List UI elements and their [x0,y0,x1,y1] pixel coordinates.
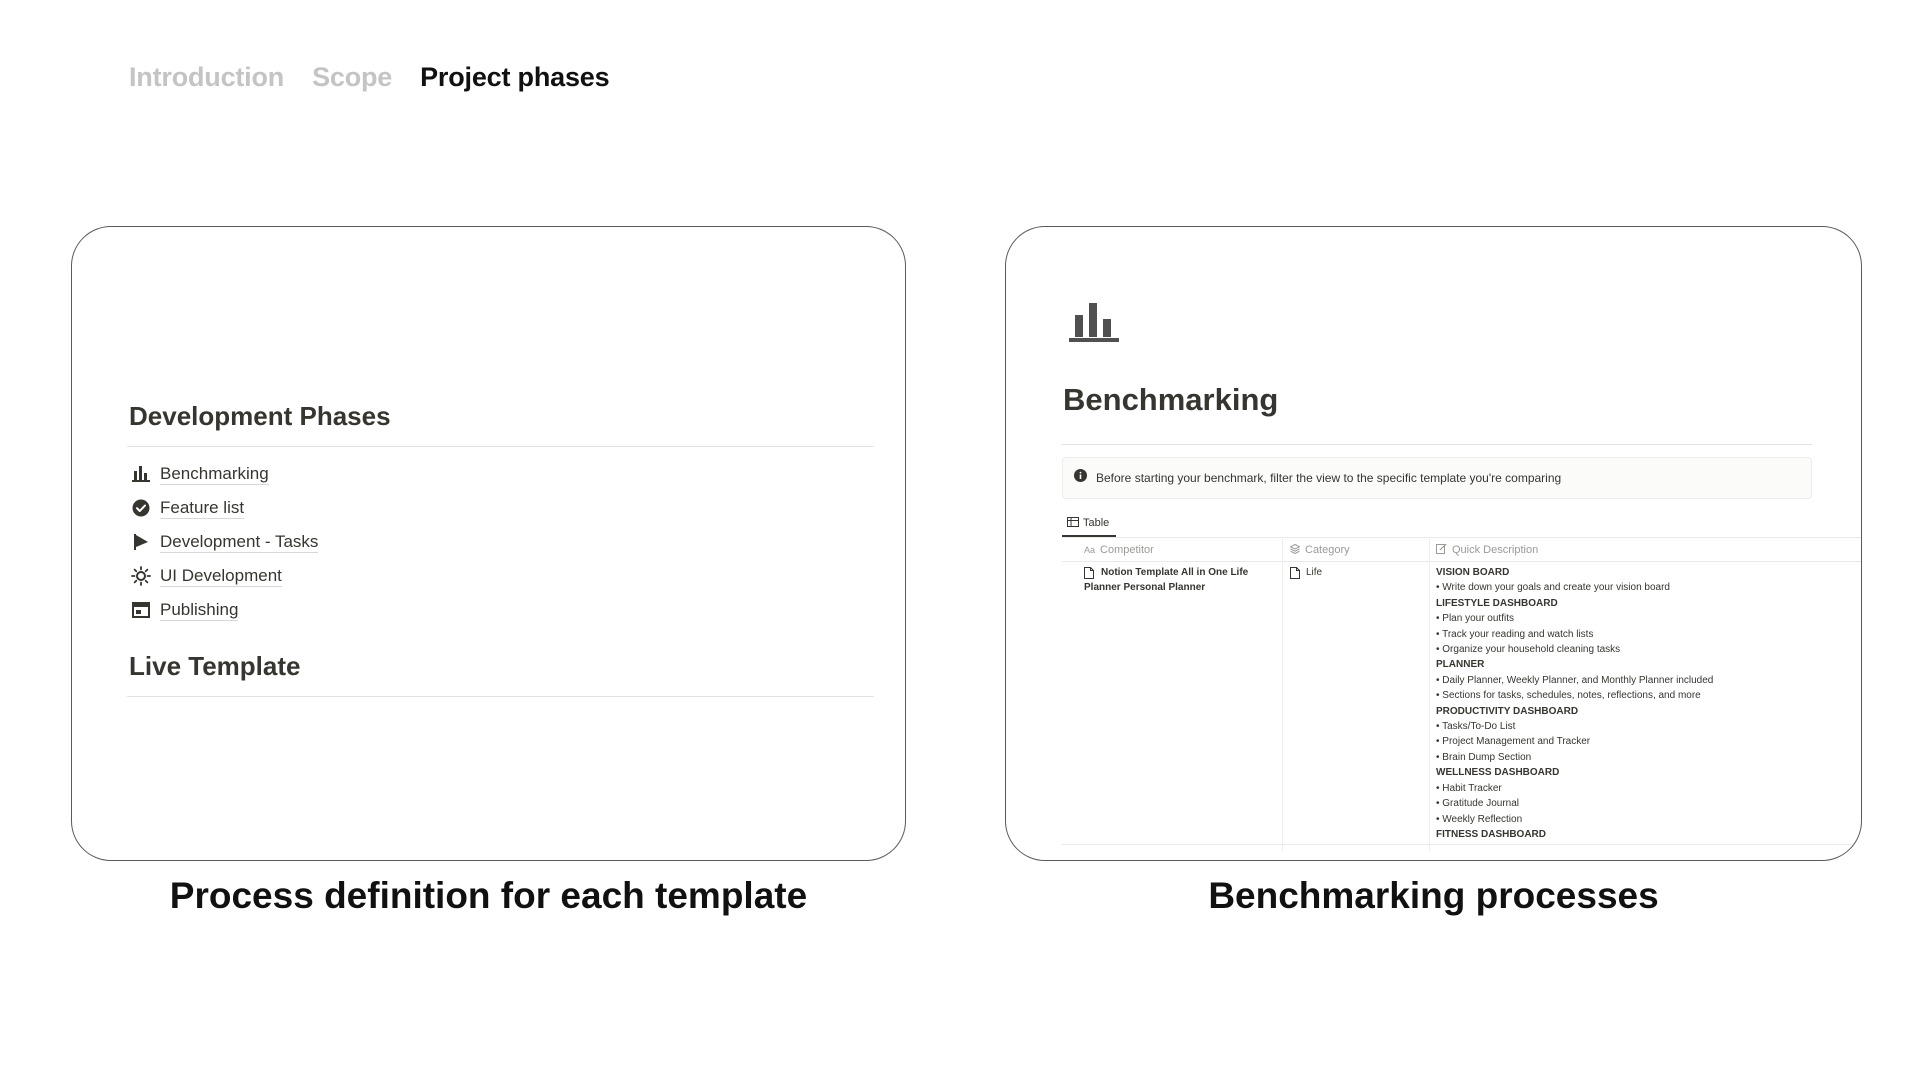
bar-chart-icon [1068,301,1120,348]
nav-introduction[interactable]: Introduction [129,62,285,92]
competitor-name-line2: Planner Personal Planner [1084,582,1206,594]
browser-window-icon [131,600,151,620]
description-section-heading: WELLNESS DASHBOARD [1436,767,1560,779]
description-section-heading: PLANNER [1436,659,1485,671]
page-icon [1290,565,1300,584]
description-bullet: • Organize your household cleaning tasks [1436,644,1621,656]
column-label: Competitor [1100,544,1154,556]
phase-publishing[interactable] [131,593,318,627]
table-icon [1067,517,1079,530]
nav-scope[interactable]: Scope [312,62,393,92]
table-bottom-divider [1062,844,1862,845]
heading-divider [127,696,874,697]
column-separator [1429,539,1430,851]
development-phases-screenshot [71,226,906,861]
description-section-heading: LIFESTYLE DASHBOARD [1436,597,1558,609]
column-separator [1282,539,1283,851]
title-divider [1062,444,1812,445]
description-bullet: • Track your reading and watch lists [1436,628,1594,640]
development-phases-heading: Development Phases [129,401,391,431]
category-cell[interactable] [1290,565,1322,584]
edit-property-icon [1436,543,1447,557]
description-bullet: • Sections for tasks, schedules, notes, reflections, and more [1436,690,1701,702]
description-bullet: • Plan your outfits [1436,613,1514,625]
caption-process-definition: Process definition for each template [169,875,808,916]
description-bullet: • Tasks/To-Do List [1436,721,1516,733]
competitor-cell[interactable] [1084,565,1264,596]
category-label: Life [1306,567,1323,578]
phase-label: Development - Tasks [160,531,319,551]
description-bullet: • Gratitude Journal [1436,798,1519,810]
phase-list [131,457,318,627]
column-label: Category [1305,544,1350,556]
description-bullet: • Daily Planner, Weekly Planner, and Monthly Planner included [1436,674,1714,686]
tab-label: Table [1083,517,1110,529]
table-divider [1062,537,1862,538]
caption-benchmarking-processes: Benchmarking processes [1208,875,1659,916]
info-icon [1074,469,1087,487]
sun-icon [131,566,151,586]
column-header-quick-description[interactable] [1436,539,1538,561]
description-bullet: • Weekly Reflection [1436,813,1523,825]
phase-benchmarking[interactable] [131,457,318,491]
column-label: Quick Description [1452,544,1539,556]
description-section-heading: VISION BOARD [1436,567,1510,578]
description-section-heading: FITNESS DASHBOARD [1436,828,1547,840]
phase-label: Feature list [160,497,245,517]
phase-development-tasks[interactable] [131,525,318,559]
description-bullet: • Project Management and Tracker [1436,736,1591,748]
nav-project-phases[interactable]: Project phases [420,62,610,92]
description-section-heading: PRODUCTIVITY DASHBOARD [1436,705,1579,717]
select-property-icon [1290,544,1300,557]
column-header-competitor[interactable] [1084,539,1154,561]
benchmarking-screenshot [1005,226,1862,861]
description-bullet: • Brain Dump Section [1436,751,1532,763]
column-header-category[interactable] [1290,539,1350,561]
description-bullet: • Habit Tracker [1436,782,1502,794]
phase-label: UI Development [160,565,282,585]
phase-ui-development[interactable] [131,559,318,593]
description-bullet: • Write down your goals and create your vision board [1436,582,1670,594]
tab-table-view[interactable] [1062,511,1116,537]
bar-chart-icon [131,464,151,484]
phase-label: Publishing [160,599,239,619]
text-property-icon: Aa [1084,545,1096,555]
live-template-heading: Live Template [129,651,301,681]
phase-label: Benchmarking [160,463,269,483]
phase-feature-list[interactable] [131,491,318,525]
flag-icon [131,532,151,552]
check-circle-icon [131,498,151,518]
competitor-name-line1: Notion Template All in One Life [1101,567,1249,578]
quick-description-cell[interactable] [1436,565,1856,842]
page-title: Benchmarking [1063,382,1279,417]
top-nav [129,62,609,93]
heading-divider [127,446,874,447]
callout-text: Before starting your benchmark, filter the view to the specific template you're comparing [1096,471,1562,485]
callout [1062,457,1812,499]
header-divider [1062,561,1862,562]
